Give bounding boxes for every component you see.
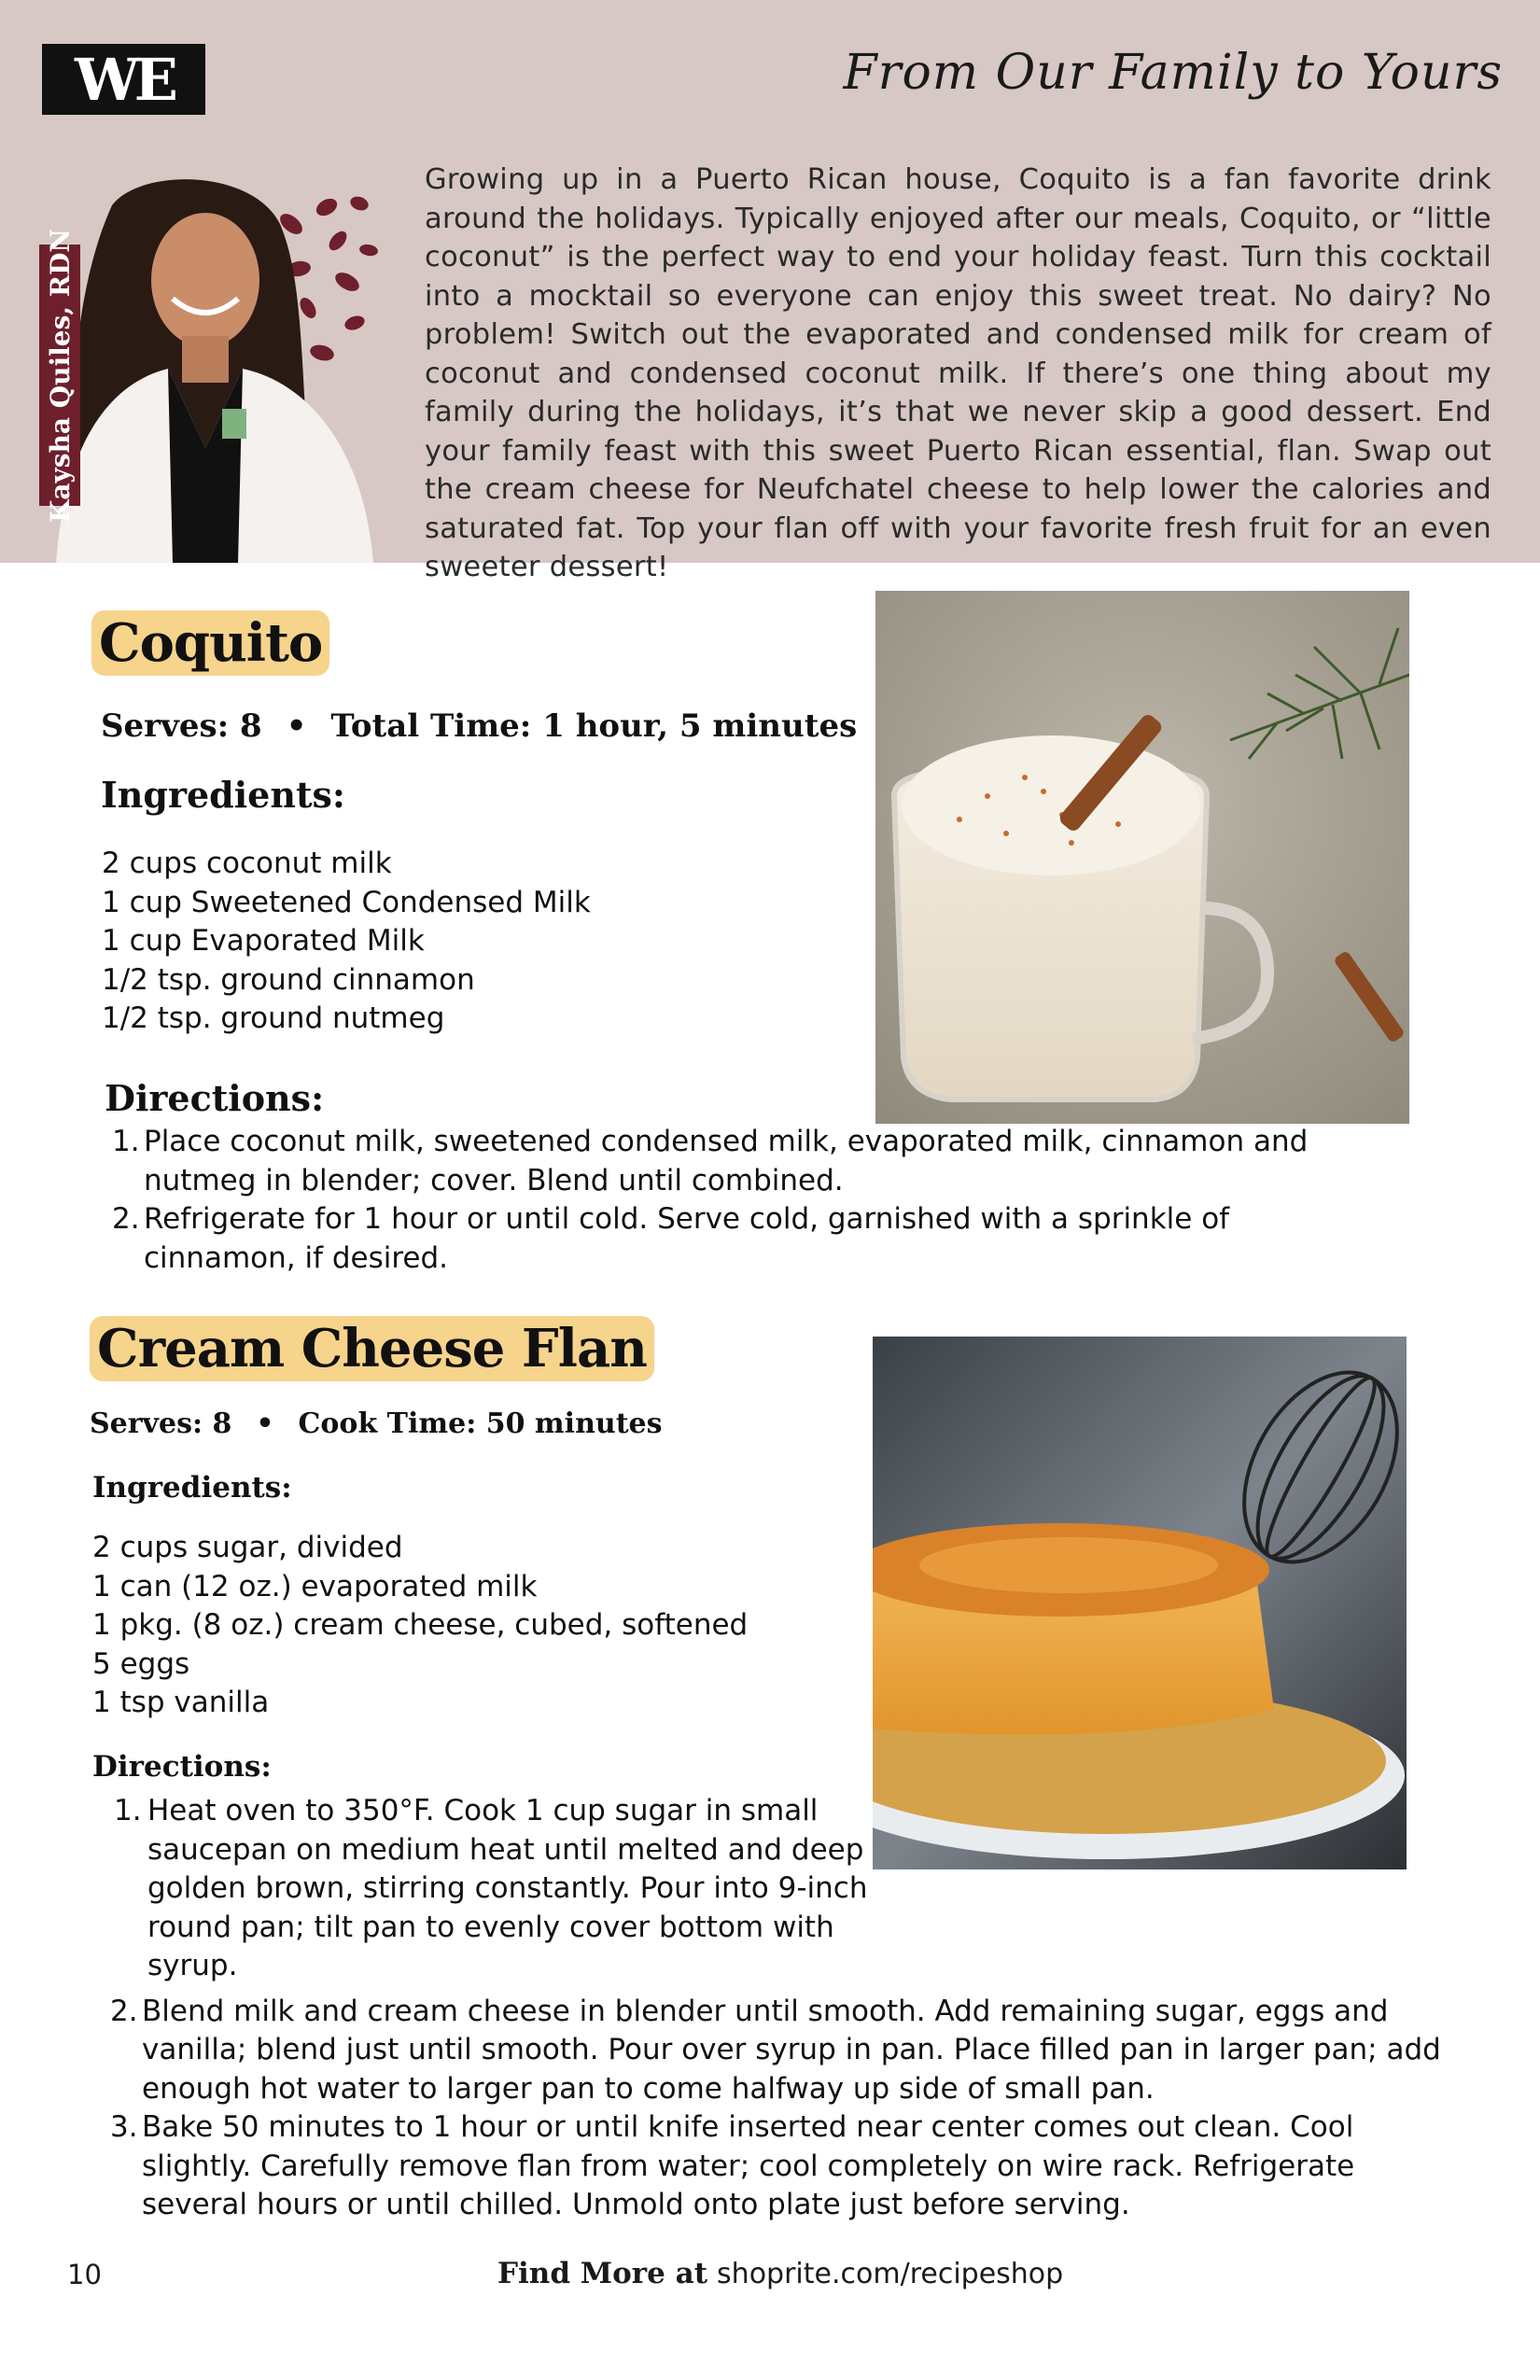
coquito-title: Coquito <box>91 610 329 676</box>
step-text: Heat oven to 350°F. Cook 1 cup sugar in small saucepan on medium heat until melted and deep golden brown, stirring constantly. Pour into 9-inch round pan; tilt pan to evenly cover bottom with syrup. <box>147 1794 868 1982</box>
step-number: 1. <box>112 1125 140 1158</box>
direction-step <box>112 1200 1316 1278</box>
step-number: 1. <box>114 1794 142 1827</box>
list-item: 1 cup Evaporated Milk <box>102 924 425 958</box>
tagline: From Our Family to Yours <box>843 45 1503 101</box>
coquito-time: Total Time: 1 hour, 5 minutes <box>330 707 858 745</box>
coquito-ingredient-list <box>102 845 591 1039</box>
flan-directions-heading: Directions: <box>92 1750 272 1784</box>
direction-step <box>112 1123 1316 1200</box>
list-item: 1 tsp vanilla <box>92 1686 270 1719</box>
recipe-shop-link[interactable]: shoprite.com/recipeshop <box>717 2258 1064 2290</box>
list-item: 5 eggs <box>92 1646 190 1681</box>
coquito-meta <box>101 707 857 745</box>
step-number: 3. <box>110 2110 138 2144</box>
flan-time: Cook Time: 50 minutes <box>298 1407 663 1440</box>
direction-step <box>114 1792 926 1986</box>
step-text: Place coconut milk, sweetened condensed milk, evaporated milk, cinnamon and nutmeg in blender; cover. Blend until combined. <box>144 1125 1309 1197</box>
bullet-icon: • <box>286 707 307 745</box>
coquito-directions-list <box>112 1123 1316 1278</box>
flan-ingredient-list <box>92 1529 748 1723</box>
flan-photo <box>873 1337 1407 1869</box>
flan-serves: Serves: 8 <box>90 1407 232 1440</box>
list-item: 1/2 tsp. ground nutmeg <box>102 1001 445 1035</box>
header-band <box>0 0 1540 583</box>
coquito-directions-heading: Directions: <box>105 1077 325 1119</box>
author-name: Kaysha Quiles, RDN <box>44 228 76 523</box>
intro-paragraph: Growing up in a Puerto Rican house, Coquito is a fan favorite drink around the holidays. Typically enjoyed after our meals, Coquito, or “little coconut” is the perfect way to end your holiday feast. Turn this cocktail into a mocktail so everyone can enjoy this sweet treat. No dairy? No problem! Switch out the evaporated and condensed milk for cream of coconut and condensed coconut milk. If there’s one thing about my family during the holidays, it’s that we never skip a good dessert. End your family feast with this sweet Puerto Rican essential, flan. Swap out the cream cheese for Neufchatel cheese to help lower the calories and saturated fat. Top your flan off with your favorite fresh fruit for an even sweeter dessert! <box>425 163 1491 583</box>
footer <box>497 2257 1063 2290</box>
list-item: 2 cups sugar, divided <box>92 1531 403 1564</box>
coquito-serves: Serves: 8 <box>101 707 262 745</box>
step-number: 2. <box>110 1994 138 2028</box>
direction-step <box>110 2108 1463 2225</box>
list-item: 1/2 tsp. ground cinnamon <box>102 962 475 997</box>
find-more-label: Find More at <box>497 2257 708 2290</box>
page-number: 10 <box>67 2259 102 2290</box>
step-number: 2. <box>112 1202 140 1236</box>
coquito-photo <box>875 591 1409 1124</box>
step-text: Blend milk and cream cheese in blender until smooth. Add remaining sugar, eggs and vanilla; blend just until smooth. Pour over syrup in pan. Place filled pan in larger pan; add enough hot water to larger pan to come halfway up side of small pan. <box>142 1994 1441 2106</box>
list-item: 1 cup Sweetened Condensed Milk <box>102 885 591 919</box>
step-text: Bake 50 minutes to 1 hour or until knife inserted near center comes out clean. Cool slightly. Carefully remove flan from water; cool completely on wire rack. Refrigerate several hours or until chilled. Unmold onto plate just before serving. <box>142 2110 1355 2221</box>
flan-title: Cream Cheese Flan <box>90 1316 654 1381</box>
bullet-icon: • <box>256 1407 274 1440</box>
flan-ingredients-heading: Ingredients: <box>92 1471 292 1505</box>
direction-step <box>110 1993 1463 2109</box>
step-text: Refrigerate for 1 hour or until cold. Serve cold, garnished with a sprinkle of cinnamon, if desired. <box>144 1202 1230 1275</box>
list-item: 1 pkg. (8 oz.) cream cheese, cubed, softened <box>92 1608 749 1642</box>
list-item: 1 can (12 oz.) evaporated milk <box>92 1569 538 1603</box>
logo: WE <box>42 44 205 115</box>
author-name-tag <box>39 228 80 523</box>
coquito-ingredients-heading: Ingredients: <box>101 774 345 816</box>
list-item: 2 cups coconut milk <box>102 847 392 880</box>
flan-meta <box>90 1407 663 1440</box>
